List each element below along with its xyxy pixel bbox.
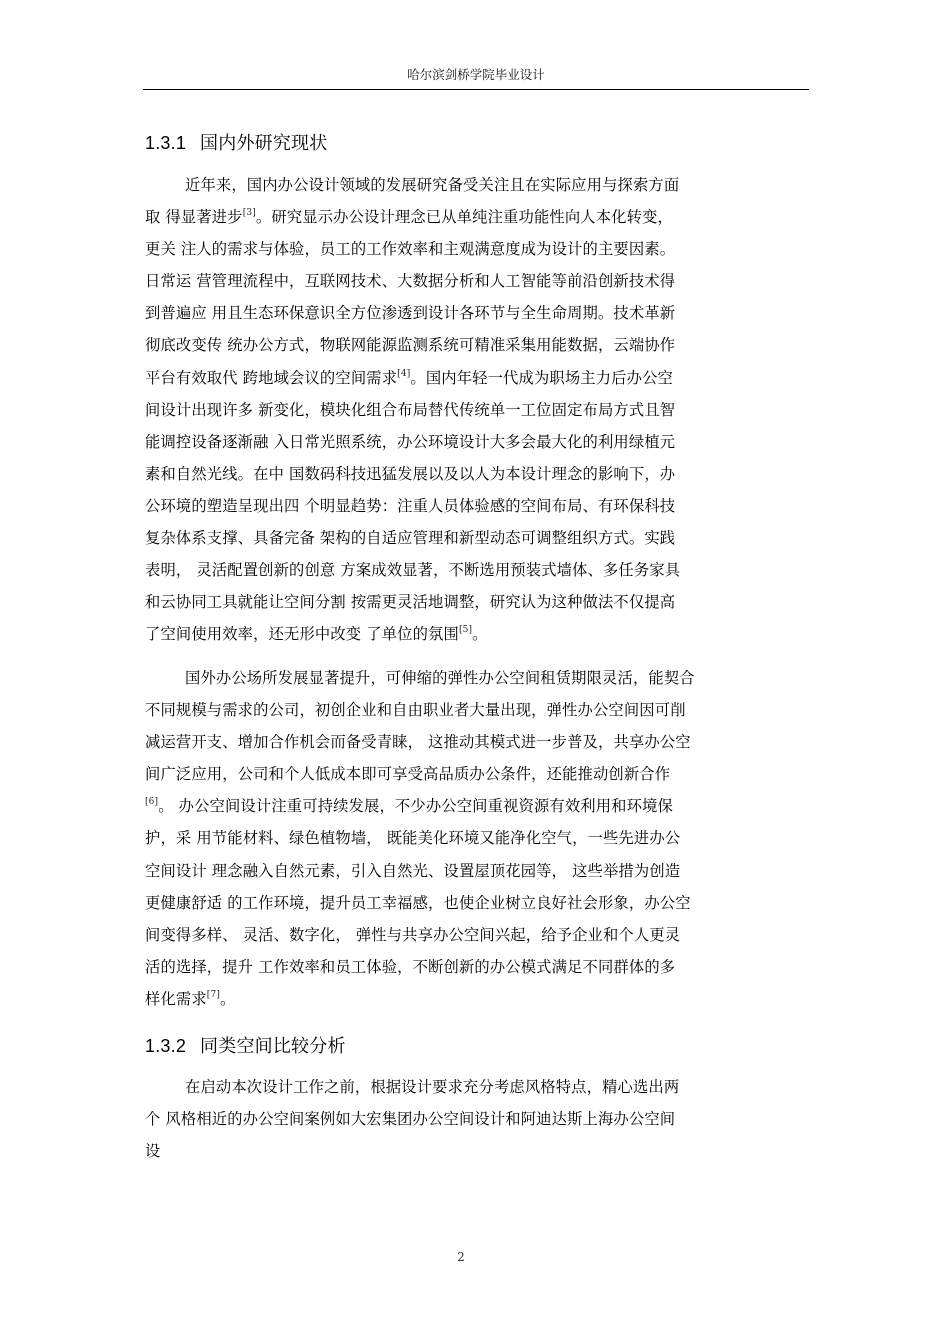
citation-4: [4] bbox=[397, 368, 411, 379]
paragraph-comparison bbox=[145, 1071, 811, 1167]
text-span: 。研究显示办公设计理念已从单纯注重功能性向人本化转变， bbox=[255, 208, 673, 227]
text-line: 活的选择，提升 工作效率和员工体验，不断创新的办公模式满足不同群体的多 bbox=[145, 957, 676, 976]
citation-5: [5] bbox=[458, 625, 473, 636]
paragraph-domestic-research bbox=[145, 169, 811, 650]
header-rule bbox=[143, 89, 809, 90]
text-line: 护，采 用节能材料、绿色植物墙， 既能美化环境又能净化空气，一些先进办公 bbox=[145, 829, 681, 848]
text-line: 近年来，国内办公设计领域的发展研究备受关注且在实际应用与探索方面 bbox=[185, 176, 680, 194]
text-line: 间变得多样、 灵活、数字化， 弹性与共享办公空间兴起，给予企业和个人更灵 bbox=[145, 925, 681, 944]
text-line: 空间设计 理念融入自然元素，引入自然光、设置屋顶花园等， 这些举措为创造 bbox=[145, 861, 681, 880]
text-line bbox=[145, 618, 811, 650]
text-line: 设 bbox=[145, 1142, 161, 1161]
text-line: 在启动本次设计工作之前，根据设计要求充分考虑风格特点，精心选出两 bbox=[185, 1078, 680, 1096]
section-heading-1-3-2 bbox=[145, 1034, 346, 1059]
text-span: 。 bbox=[472, 625, 488, 644]
citation-7: [7] bbox=[206, 989, 220, 1000]
text-line: 减运营开支、增加合作机会而备受青睐， 这推动其模式进一步普及，共享办公空 bbox=[145, 733, 691, 752]
page-header: 哈尔滨剑桥学院毕业设计 bbox=[407, 67, 545, 82]
text-line: 日常运 营管理流程中，互联网技术、大数据分析和人工智能等前沿创新技术得 bbox=[145, 272, 676, 291]
text-line: 不同规模与需求的公司，初创企业和自由职业者大量出现，弹性办公空间因可削 bbox=[145, 701, 686, 720]
text-line: 个 风格相近的办公空间案例如大宏集团办公空间设计和阿迪达斯上海办公空间 bbox=[145, 1110, 676, 1129]
text-span: 。国内年轻一代成为职场主力后办公空 bbox=[410, 368, 673, 387]
text-line: 到普遍应 用且生态环保意识全方位渗透到设计各环节与全生命周期。技术革新 bbox=[145, 304, 676, 323]
text-span: 了空间使用效率，还无形中改变 了单位的氛围 bbox=[145, 625, 459, 644]
text-line: 彻底改变传 统办公方式，物联网能源监测系统可精准采集用能数据，云端协作 bbox=[145, 336, 676, 355]
text-line: 和云协同工具就能让空间分割 按需更灵活地调整，研究认为这种做法不仅提高 bbox=[145, 593, 676, 612]
section-title: 同类空间比较分析 bbox=[200, 1036, 346, 1057]
text-line bbox=[145, 983, 811, 1015]
text-line: 更健康舒适 的工作环境，提升员工幸福感，也使企业树立良好社会形象，办公空 bbox=[145, 893, 691, 912]
text-line: 素和自然光线。在中 国数码科技迅猛发展以及以人为本设计理念的影响下，办 bbox=[145, 464, 676, 483]
section-title: 国内外研究现状 bbox=[200, 133, 328, 154]
text-span: 。 办公空间设计注重可持续发展，不少办公空间重视资源有效利用和环境保 bbox=[158, 797, 673, 816]
citation-3: [3] bbox=[242, 208, 256, 219]
text-line: 国外办公场所发展显著提升，可伸缩的弹性办公空间租赁期限灵活，能契合 bbox=[185, 669, 695, 687]
page-number: 2 bbox=[457, 1250, 465, 1264]
text-span: 平台有效取代 跨地域会议的空间需求 bbox=[145, 368, 398, 387]
text-span: 样化需求 bbox=[145, 989, 207, 1008]
text-line: 公环境的塑造呈现出四 个明显趋势：注重人员体验感的空间布局、有环保科技 bbox=[145, 496, 676, 515]
text-line bbox=[145, 362, 811, 394]
text-line bbox=[145, 790, 811, 822]
text-span: 取 得显著进步 bbox=[145, 208, 243, 227]
text-line: 表明， 灵活配置创新的创意 方案成效显著，不断选用预装式墙体、多任务家具 bbox=[145, 561, 681, 580]
text-line: 更关 注人的需求与体验，员工的工作效率和主观满意度成为设计的主要因素。 bbox=[145, 240, 676, 259]
text-line bbox=[145, 201, 811, 233]
text-line: 复杂体系支撑、具备完备 架构的自适应管理和新型动态可调整组织方式。实践 bbox=[145, 529, 676, 548]
paragraph-foreign-research bbox=[145, 662, 811, 1015]
section-number: 1.3.2 bbox=[145, 1036, 187, 1056]
text-line: 间广泛应用，公司和个人低成本即可享受高品质办公条件，还能推动创新合作 bbox=[145, 765, 671, 784]
text-span: 。 bbox=[220, 989, 236, 1008]
citation-6: [6] bbox=[145, 797, 159, 808]
text-line: 间设计出现许多 新变化，模块化组合布局替代传统单一工位固定布局方式且智 bbox=[145, 400, 676, 419]
section-number: 1.3.1 bbox=[145, 133, 187, 153]
text-line: 能调控设备逐渐融 入日常光照系统，办公环境设计大多会最大化的利用绿植元 bbox=[145, 432, 676, 451]
section-heading-1-3-1 bbox=[145, 131, 327, 156]
